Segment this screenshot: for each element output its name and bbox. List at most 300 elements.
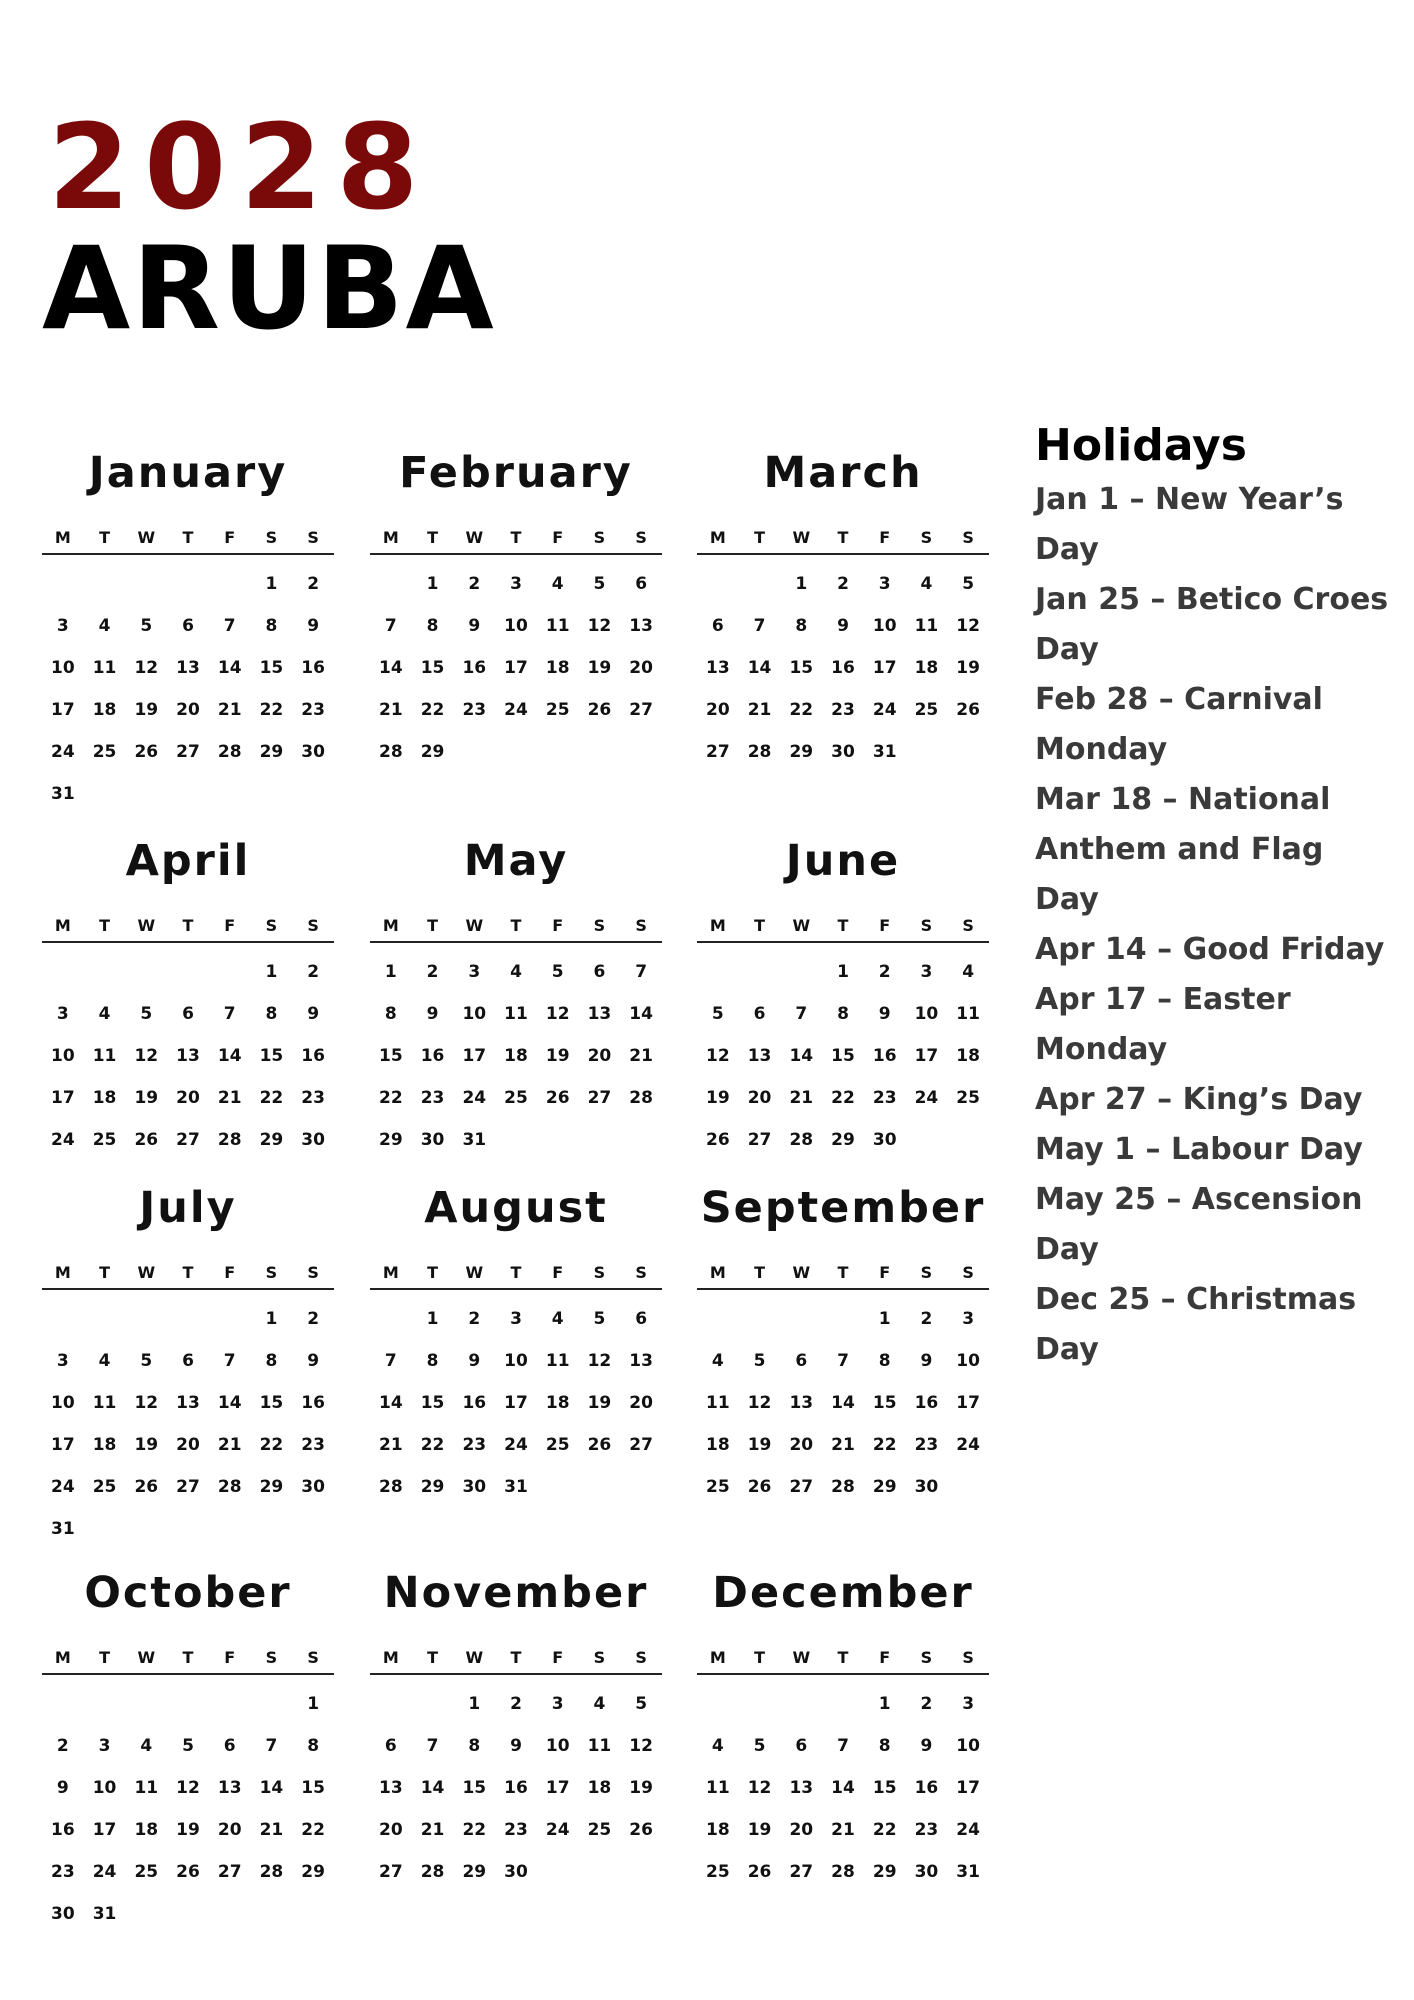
day-cell: 9 bbox=[307, 1004, 320, 1024]
day-cell: 17 bbox=[956, 1778, 980, 1798]
day-cell bbox=[125, 1298, 167, 1340]
day-cell: 27 bbox=[217, 1862, 242, 1882]
days-grid bbox=[697, 1683, 989, 1893]
day-cell: 8 bbox=[426, 1351, 439, 1371]
day-cell: 21 bbox=[831, 1820, 855, 1840]
month-name: June bbox=[785, 836, 901, 886]
day-cell: 30 bbox=[301, 742, 325, 762]
weekday-label: T bbox=[182, 1648, 194, 1667]
day-cell bbox=[947, 1466, 989, 1508]
weekday-label: T bbox=[182, 1263, 194, 1282]
day-cell: 22 bbox=[259, 1088, 284, 1108]
day-cell: 23 bbox=[462, 700, 487, 720]
weekday-label: M bbox=[709, 1648, 726, 1667]
day-cell: 15 bbox=[831, 1046, 855, 1066]
day-cell: 13 bbox=[789, 1778, 814, 1798]
day-cell: 25 bbox=[706, 1862, 730, 1882]
day-cell: 16 bbox=[914, 1393, 939, 1413]
day-cell bbox=[739, 951, 781, 993]
day-cell: 29 bbox=[462, 1862, 487, 1882]
weekday-header bbox=[42, 1258, 334, 1290]
day-cell: 25 bbox=[92, 742, 117, 762]
day-cell bbox=[495, 731, 537, 773]
day-cell: 21 bbox=[379, 1435, 403, 1455]
day-cell bbox=[251, 1893, 293, 1935]
weekday-label: S bbox=[962, 916, 974, 935]
day-cell: 9 bbox=[468, 616, 481, 636]
day-cell: 1 bbox=[265, 574, 278, 594]
weekday-label: T bbox=[837, 916, 849, 935]
day-cell: 6 bbox=[711, 616, 724, 636]
weekday-label: T bbox=[427, 1648, 439, 1667]
day-cell: 29 bbox=[789, 742, 814, 762]
day-cell bbox=[209, 563, 251, 605]
day-cell: 28 bbox=[217, 742, 242, 762]
weekday-label: S bbox=[593, 916, 606, 935]
weekday-label: S bbox=[265, 528, 278, 547]
day-cell: 25 bbox=[587, 1820, 612, 1840]
month-august bbox=[370, 1180, 662, 1508]
day-cell: 26 bbox=[134, 742, 159, 762]
holiday-item: Jan 25 – Betico Croes Day bbox=[1035, 582, 1389, 667]
weekday-label: T bbox=[837, 528, 849, 547]
day-cell: 17 bbox=[51, 1435, 75, 1455]
weekday-label: M bbox=[382, 1648, 399, 1667]
day-cell: 28 bbox=[629, 1088, 653, 1108]
day-cell: 26 bbox=[134, 1130, 159, 1150]
month-may bbox=[370, 833, 662, 1161]
weekday-label: W bbox=[792, 1263, 811, 1282]
day-cell: 10 bbox=[504, 1351, 528, 1371]
day-cell: 10 bbox=[872, 616, 897, 636]
day-cell: 5 bbox=[593, 1309, 606, 1329]
day-cell: 16 bbox=[51, 1820, 75, 1840]
day-cell: 9 bbox=[510, 1736, 522, 1756]
day-cell bbox=[125, 951, 167, 993]
day-cell: 9 bbox=[837, 616, 849, 636]
day-cell bbox=[947, 731, 989, 773]
day-cell: 17 bbox=[914, 1046, 939, 1066]
day-cell bbox=[697, 951, 739, 993]
day-cell: 9 bbox=[920, 1351, 933, 1371]
holidays-panel bbox=[1035, 420, 1395, 1375]
day-cell bbox=[167, 773, 209, 815]
day-cell: 14 bbox=[789, 1046, 814, 1066]
weekday-label: F bbox=[879, 528, 891, 547]
day-cell: 15 bbox=[462, 1778, 487, 1798]
weekday-label: T bbox=[754, 1648, 766, 1667]
day-cell: 2 bbox=[878, 962, 891, 982]
weekday-header bbox=[42, 911, 334, 943]
weekday-label: S bbox=[920, 1263, 933, 1282]
day-cell: 25 bbox=[545, 700, 570, 720]
weekday-label: S bbox=[593, 1648, 606, 1667]
day-cell: 3 bbox=[962, 1309, 975, 1329]
day-cell bbox=[537, 731, 579, 773]
day-cell: 8 bbox=[795, 616, 808, 636]
day-cell: 26 bbox=[956, 700, 980, 720]
day-cell bbox=[537, 1119, 579, 1161]
weekday-label: S bbox=[635, 1648, 647, 1667]
month-july bbox=[42, 1180, 334, 1550]
day-cell: 25 bbox=[92, 1477, 117, 1497]
day-cell: 26 bbox=[629, 1820, 653, 1840]
day-cell: 11 bbox=[545, 616, 570, 636]
weekday-label: W bbox=[792, 916, 811, 935]
day-cell: 1 bbox=[426, 574, 439, 594]
weekday-label: M bbox=[54, 528, 71, 547]
day-cell: 20 bbox=[629, 658, 653, 678]
weekday-label: F bbox=[879, 1263, 891, 1282]
month-name: February bbox=[399, 448, 633, 498]
day-cell: 26 bbox=[587, 1435, 612, 1455]
day-cell: 2 bbox=[426, 962, 439, 982]
day-cell: 18 bbox=[92, 1088, 117, 1108]
day-cell: 30 bbox=[301, 1130, 325, 1150]
day-cell: 29 bbox=[259, 742, 284, 762]
weekday-header bbox=[370, 1643, 662, 1675]
day-cell: 6 bbox=[795, 1736, 808, 1756]
day-cell bbox=[537, 1851, 579, 1893]
day-cell bbox=[42, 951, 84, 993]
day-cell: 27 bbox=[629, 1435, 653, 1455]
holiday-item: Apr 14 – Good Friday bbox=[1035, 932, 1385, 967]
day-cell: 19 bbox=[747, 1435, 772, 1455]
day-cell: 31 bbox=[872, 742, 897, 762]
month-march bbox=[697, 445, 989, 773]
day-cell: 15 bbox=[259, 658, 284, 678]
day-cell: 15 bbox=[789, 658, 814, 678]
day-cell bbox=[125, 773, 167, 815]
day-cell: 8 bbox=[265, 1351, 278, 1371]
day-cell: 19 bbox=[706, 1088, 730, 1108]
day-cell: 28 bbox=[747, 742, 772, 762]
day-cell: 29 bbox=[872, 1477, 897, 1497]
holiday-list bbox=[1035, 475, 1395, 1375]
day-cell: 24 bbox=[51, 1130, 75, 1150]
day-cell: 11 bbox=[134, 1778, 159, 1798]
day-cell: 16 bbox=[831, 658, 855, 678]
day-cell: 28 bbox=[789, 1130, 814, 1150]
day-cell: 19 bbox=[134, 1435, 159, 1455]
day-cell: 22 bbox=[420, 700, 445, 720]
weekday-label: M bbox=[54, 1648, 71, 1667]
day-cell: 1 bbox=[265, 1309, 278, 1329]
day-cell: 6 bbox=[182, 1351, 194, 1371]
weekday-label: T bbox=[99, 916, 111, 935]
day-cell bbox=[209, 951, 251, 993]
day-cell: 14 bbox=[420, 1778, 445, 1798]
day-cell: 1 bbox=[384, 962, 397, 982]
weekday-label: S bbox=[962, 1648, 974, 1667]
day-cell: 28 bbox=[831, 1862, 855, 1882]
day-cell: 30 bbox=[504, 1862, 528, 1882]
month-december bbox=[697, 1565, 989, 1893]
weekday-label: F bbox=[552, 916, 564, 935]
day-cell: 29 bbox=[379, 1130, 403, 1150]
day-cell: 23 bbox=[301, 1088, 325, 1108]
day-cell: 16 bbox=[420, 1046, 445, 1066]
day-cell: 5 bbox=[140, 1351, 153, 1371]
day-cell: 16 bbox=[504, 1778, 528, 1798]
weekday-label: W bbox=[465, 1263, 484, 1282]
day-cell: 21 bbox=[379, 700, 403, 720]
day-cell: 3 bbox=[551, 1694, 564, 1714]
day-cell: 28 bbox=[217, 1130, 242, 1150]
day-cell bbox=[739, 563, 781, 605]
day-cell: 25 bbox=[504, 1088, 528, 1108]
holiday-item: Dec 25 – Christmas Day bbox=[1035, 1282, 1357, 1367]
day-cell: 4 bbox=[98, 1351, 111, 1371]
weekday-label: T bbox=[754, 916, 766, 935]
day-cell: 16 bbox=[914, 1778, 939, 1798]
day-cell: 3 bbox=[56, 1004, 69, 1024]
day-cell bbox=[292, 1893, 334, 1935]
weekday-label: W bbox=[792, 1648, 811, 1667]
day-cell bbox=[947, 1119, 989, 1161]
day-cell bbox=[412, 1683, 454, 1725]
days-grid bbox=[370, 1683, 662, 1893]
day-cell: 20 bbox=[587, 1046, 612, 1066]
weekday-label: S bbox=[307, 916, 319, 935]
day-cell: 16 bbox=[301, 658, 325, 678]
month-name: December bbox=[712, 1568, 974, 1618]
day-cell: 21 bbox=[217, 1435, 242, 1455]
day-cell: 26 bbox=[747, 1477, 772, 1497]
weekday-label: T bbox=[99, 1648, 111, 1667]
day-cell: 9 bbox=[307, 616, 320, 636]
day-cell: 6 bbox=[182, 1004, 194, 1024]
day-cell: 17 bbox=[462, 1046, 487, 1066]
weekday-label: M bbox=[382, 528, 399, 547]
day-cell bbox=[209, 1298, 251, 1340]
month-june bbox=[697, 833, 989, 1161]
day-cell bbox=[84, 1683, 126, 1725]
day-cell: 10 bbox=[51, 658, 75, 678]
day-cell: 5 bbox=[551, 962, 564, 982]
day-cell: 19 bbox=[134, 700, 159, 720]
weekday-label: M bbox=[54, 916, 71, 935]
weekday-label: M bbox=[709, 1263, 726, 1282]
day-cell: 25 bbox=[545, 1435, 570, 1455]
day-cell bbox=[579, 1466, 621, 1508]
day-cell: 14 bbox=[831, 1778, 855, 1798]
day-cell: 4 bbox=[962, 962, 975, 982]
day-cell: 28 bbox=[259, 1862, 284, 1882]
weekday-label: S bbox=[920, 916, 933, 935]
month-november bbox=[370, 1565, 662, 1893]
day-cell: 23 bbox=[420, 1088, 445, 1108]
day-cell: 1 bbox=[878, 1694, 891, 1714]
day-cell: 12 bbox=[134, 658, 159, 678]
day-cell: 7 bbox=[223, 1351, 236, 1371]
day-cell: 13 bbox=[217, 1778, 242, 1798]
day-cell: 17 bbox=[545, 1778, 570, 1798]
day-cell: 11 bbox=[956, 1004, 980, 1024]
day-cell: 8 bbox=[878, 1351, 891, 1371]
day-cell: 11 bbox=[914, 616, 939, 636]
day-cell: 15 bbox=[872, 1393, 897, 1413]
day-cell: 2 bbox=[837, 574, 849, 594]
day-cell: 20 bbox=[176, 1435, 200, 1455]
day-cell bbox=[167, 563, 209, 605]
day-cell: 21 bbox=[217, 1088, 242, 1108]
day-cell bbox=[125, 1683, 167, 1725]
weekday-label: W bbox=[137, 528, 156, 547]
day-cell: 23 bbox=[301, 1435, 325, 1455]
day-cell: 22 bbox=[872, 1820, 897, 1840]
day-cell: 4 bbox=[98, 1004, 111, 1024]
day-cell: 12 bbox=[747, 1778, 772, 1798]
day-cell: 5 bbox=[635, 1694, 648, 1714]
day-cell bbox=[579, 1119, 621, 1161]
day-cell: 6 bbox=[223, 1736, 236, 1756]
holiday-item: Feb 28 – Carnival Monday bbox=[1035, 682, 1323, 767]
weekday-header bbox=[42, 523, 334, 555]
weekday-label: W bbox=[465, 528, 484, 547]
day-cell: 1 bbox=[878, 1309, 891, 1329]
day-cell: 8 bbox=[384, 1004, 397, 1024]
day-cell: 3 bbox=[510, 574, 522, 594]
day-cell: 20 bbox=[789, 1435, 814, 1455]
day-cell: 19 bbox=[134, 1088, 159, 1108]
day-cell: 10 bbox=[956, 1736, 980, 1756]
day-cell: 12 bbox=[956, 616, 980, 636]
day-cell: 4 bbox=[551, 574, 564, 594]
day-cell: 23 bbox=[914, 1820, 939, 1840]
day-cell bbox=[370, 1298, 412, 1340]
day-cell bbox=[780, 1683, 822, 1725]
weekday-label: T bbox=[510, 1263, 522, 1282]
day-cell: 14 bbox=[747, 658, 772, 678]
day-cell: 14 bbox=[217, 1046, 242, 1066]
day-cell: 12 bbox=[176, 1778, 200, 1798]
day-cell: 20 bbox=[747, 1088, 772, 1108]
day-cell: 12 bbox=[747, 1393, 772, 1413]
weekday-label: M bbox=[54, 1263, 71, 1282]
day-cell bbox=[292, 773, 334, 815]
day-cell: 23 bbox=[301, 700, 325, 720]
day-cell: 22 bbox=[379, 1088, 403, 1108]
day-cell: 26 bbox=[706, 1130, 730, 1150]
day-cell: 13 bbox=[587, 1004, 612, 1024]
day-cell: 6 bbox=[182, 616, 194, 636]
day-cell: 5 bbox=[753, 1736, 766, 1756]
day-cell: 8 bbox=[265, 616, 278, 636]
day-cell: 18 bbox=[545, 658, 570, 678]
weekday-label: W bbox=[137, 916, 156, 935]
day-cell: 18 bbox=[914, 658, 939, 678]
day-cell bbox=[125, 563, 167, 605]
day-cell: 15 bbox=[379, 1046, 403, 1066]
day-cell: 12 bbox=[587, 1351, 612, 1371]
day-cell: 2 bbox=[468, 574, 481, 594]
day-cell: 15 bbox=[301, 1778, 325, 1798]
month-september bbox=[697, 1180, 989, 1508]
weekday-label: F bbox=[879, 1648, 891, 1667]
day-cell: 11 bbox=[545, 1351, 570, 1371]
day-cell: 18 bbox=[706, 1435, 730, 1455]
day-cell: 27 bbox=[587, 1088, 612, 1108]
day-cell: 20 bbox=[629, 1393, 653, 1413]
day-cell bbox=[537, 1466, 579, 1508]
day-cell: 12 bbox=[629, 1736, 653, 1756]
weekday-header bbox=[370, 1258, 662, 1290]
weekday-label: T bbox=[99, 1263, 111, 1282]
weekday-label: F bbox=[224, 1648, 236, 1667]
day-cell: 10 bbox=[51, 1393, 75, 1413]
day-cell: 18 bbox=[545, 1393, 570, 1413]
month-name: October bbox=[84, 1568, 292, 1618]
weekday-header bbox=[697, 911, 989, 943]
day-cell: 20 bbox=[379, 1820, 403, 1840]
day-cell: 19 bbox=[587, 658, 612, 678]
day-cell: 6 bbox=[753, 1004, 766, 1024]
day-cell: 16 bbox=[462, 658, 487, 678]
day-cell: 1 bbox=[468, 1694, 481, 1714]
day-cell: 25 bbox=[134, 1862, 159, 1882]
day-cell: 28 bbox=[217, 1477, 242, 1497]
day-cell: 3 bbox=[468, 962, 481, 982]
day-cell: 8 bbox=[878, 1736, 891, 1756]
weekday-label: T bbox=[427, 528, 439, 547]
day-cell bbox=[620, 1851, 662, 1893]
day-cell: 7 bbox=[384, 616, 397, 636]
day-cell bbox=[167, 1683, 209, 1725]
weekday-header bbox=[697, 1258, 989, 1290]
day-cell: 3 bbox=[920, 962, 933, 982]
day-cell: 24 bbox=[504, 1435, 528, 1455]
day-cell: 18 bbox=[956, 1046, 980, 1066]
day-cell bbox=[84, 563, 126, 605]
day-cell: 24 bbox=[462, 1088, 487, 1108]
weekday-label: S bbox=[307, 528, 319, 547]
day-cell: 29 bbox=[831, 1130, 855, 1150]
day-cell: 13 bbox=[379, 1778, 403, 1798]
weekday-label: T bbox=[754, 1263, 766, 1282]
day-cell: 16 bbox=[301, 1393, 325, 1413]
day-cell: 19 bbox=[176, 1820, 200, 1840]
day-cell bbox=[697, 563, 739, 605]
day-cell: 30 bbox=[301, 1477, 325, 1497]
day-cell: 18 bbox=[504, 1046, 528, 1066]
day-cell: 27 bbox=[747, 1130, 772, 1150]
weekday-label: S bbox=[307, 1263, 319, 1282]
month-name: May bbox=[463, 836, 569, 886]
weekday-label: T bbox=[182, 528, 194, 547]
weekday-label: W bbox=[792, 528, 811, 547]
day-cell: 10 bbox=[92, 1778, 117, 1798]
day-cell: 9 bbox=[56, 1778, 69, 1798]
days-grid bbox=[370, 951, 662, 1161]
weekday-header bbox=[370, 523, 662, 555]
month-april bbox=[42, 833, 334, 1161]
day-cell: 11 bbox=[706, 1778, 730, 1798]
day-cell: 12 bbox=[706, 1046, 730, 1066]
day-cell: 22 bbox=[789, 700, 814, 720]
day-cell: 29 bbox=[420, 742, 445, 762]
days-grid bbox=[42, 563, 334, 815]
day-cell: 9 bbox=[878, 1004, 891, 1024]
day-cell: 26 bbox=[545, 1088, 570, 1108]
day-cell: 15 bbox=[420, 658, 445, 678]
day-cell: 5 bbox=[593, 574, 606, 594]
day-cell: 10 bbox=[956, 1351, 980, 1371]
weekday-label: S bbox=[265, 1263, 278, 1282]
day-cell: 20 bbox=[789, 1820, 814, 1840]
day-cell: 7 bbox=[837, 1351, 849, 1371]
day-cell: 28 bbox=[379, 1477, 403, 1497]
